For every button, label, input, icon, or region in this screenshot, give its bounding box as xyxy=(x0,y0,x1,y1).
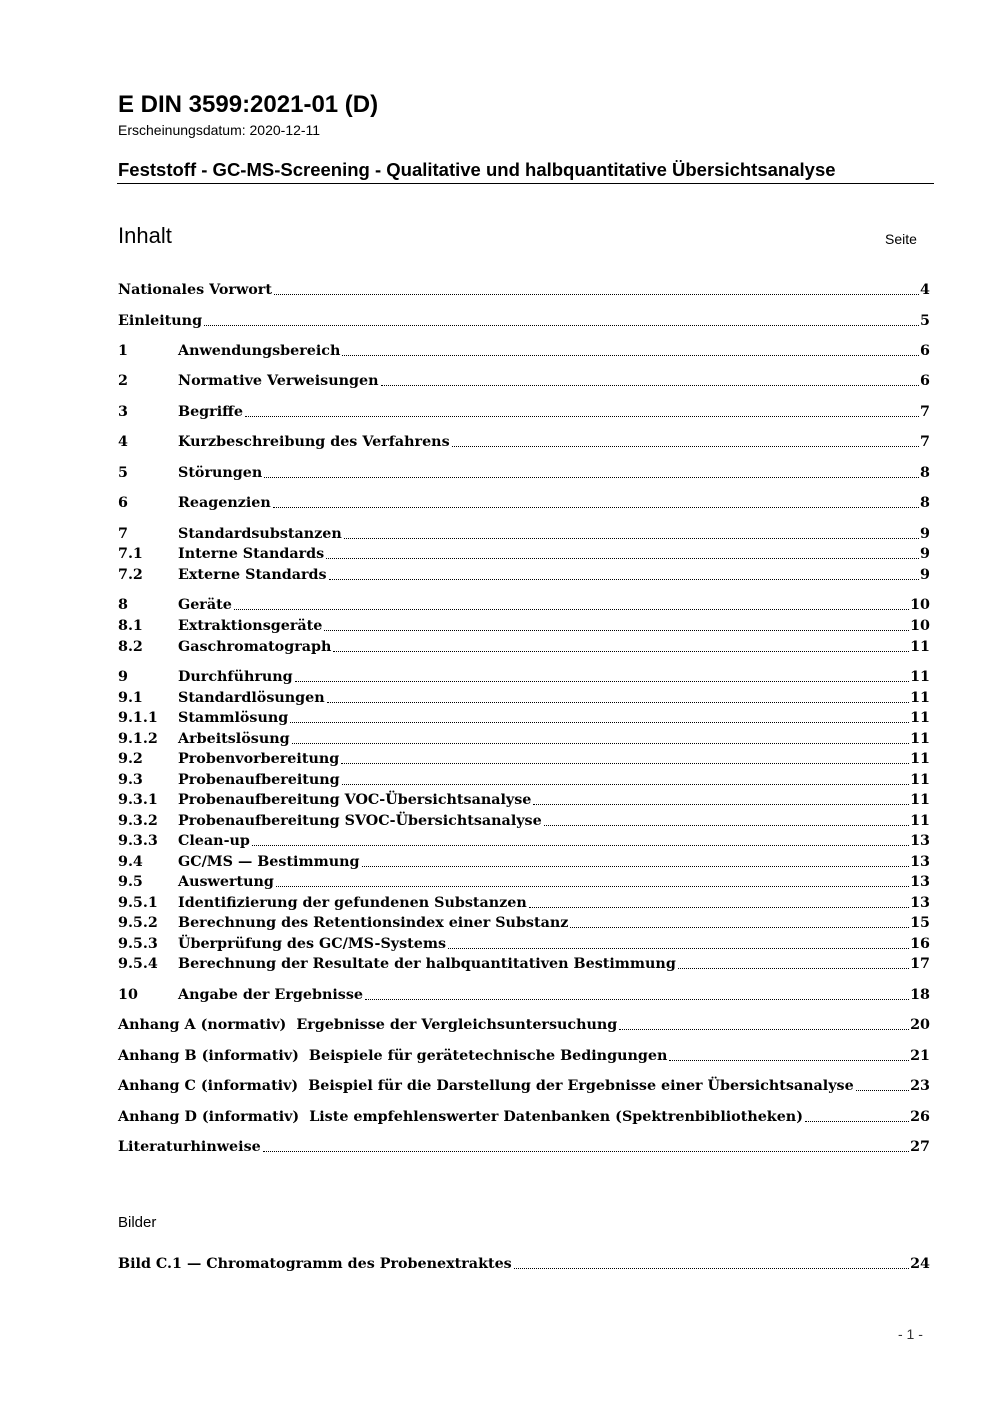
toc-entry-annex: Anhang D (informativ) xyxy=(118,1109,300,1125)
dot-leader xyxy=(514,1268,909,1269)
toc-entry-page: 11 xyxy=(910,710,930,726)
toc-entry-page: 4 xyxy=(920,282,930,298)
toc-entry[interactable] xyxy=(118,913,930,933)
dot-leader xyxy=(529,907,909,908)
dot-leader xyxy=(342,784,909,785)
toc-entry[interactable] xyxy=(118,985,930,1005)
toc-entry-page: 6 xyxy=(920,373,930,389)
toc-entry-page: 11 xyxy=(910,751,930,767)
dot-leader xyxy=(234,609,909,610)
toc-entry-page: 27 xyxy=(910,1139,930,1155)
toc-entry-number: 5 xyxy=(118,465,128,481)
dot-leader xyxy=(805,1121,909,1122)
dot-leader xyxy=(344,538,919,539)
toc-entry-page: 8 xyxy=(920,465,930,481)
toc-entry-number: 2 xyxy=(118,373,128,389)
toc-entry[interactable] xyxy=(118,1046,930,1066)
toc-entry[interactable] xyxy=(118,493,930,513)
toc-entry-title: Beispiele für gerätetechnische Bedingungen xyxy=(308,1048,668,1064)
toc-entry-number: 7.1 xyxy=(118,546,143,562)
toc-entry-page: 11 xyxy=(910,813,930,829)
toc-entry[interactable] xyxy=(118,729,930,749)
toc-entry-title: Berechnung des Retentionsindex einer Substanz xyxy=(178,915,569,931)
toc-entry-page: 11 xyxy=(910,690,930,706)
toc-entry[interactable] xyxy=(118,872,930,892)
toc-entry-title: Durchführung xyxy=(178,669,293,685)
toc-entry-page: 13 xyxy=(910,895,930,911)
dot-leader xyxy=(333,651,909,652)
toc-entry-number: 9.5.1 xyxy=(118,895,158,911)
dot-leader xyxy=(273,507,919,508)
toc-entry[interactable] xyxy=(118,790,930,810)
toc-entry-title: Geräte xyxy=(178,597,232,613)
dot-leader xyxy=(856,1090,909,1091)
dot-leader xyxy=(544,825,909,826)
toc-entry[interactable] xyxy=(118,616,930,636)
dot-leader xyxy=(342,355,919,356)
contents-heading: Inhalt xyxy=(118,223,172,248)
toc-entry-page: 6 xyxy=(920,343,930,359)
page-column-label: Seite xyxy=(885,231,917,247)
dot-leader xyxy=(324,630,909,631)
dot-leader xyxy=(448,948,909,949)
toc-entry-title: Nationales Vorwort xyxy=(118,282,272,298)
toc-entry-page: 21 xyxy=(910,1048,930,1064)
toc-entry-title: Kurzbeschreibung des Verfahrens xyxy=(178,434,450,450)
toc-entry[interactable] xyxy=(118,749,930,769)
dot-leader xyxy=(362,866,910,867)
toc-entry-title: Anwendungsbereich xyxy=(178,343,341,359)
toc-entry-page: 13 xyxy=(910,833,930,849)
toc-entry-page: 11 xyxy=(910,639,930,655)
toc-entry-number: 9.3.2 xyxy=(118,813,158,829)
toc-entry[interactable] xyxy=(118,708,930,728)
toc-entry-page: 18 xyxy=(910,987,930,1003)
toc-entry-title: Normative Verweisungen xyxy=(178,373,379,389)
dot-leader xyxy=(252,845,909,846)
toc-entry[interactable] xyxy=(118,1015,930,1035)
toc-entry[interactable] xyxy=(118,1107,930,1127)
toc-entry-page: 8 xyxy=(920,495,930,511)
toc-entry-number: 9.5 xyxy=(118,874,143,890)
toc-entry-title: Standardlösungen xyxy=(178,690,325,706)
toc-entry-number: 7 xyxy=(118,526,128,542)
dot-leader xyxy=(327,702,909,703)
dot-leader xyxy=(295,681,909,682)
toc-entry-title: Begriffe xyxy=(178,404,243,420)
dot-leader xyxy=(204,325,919,326)
dot-leader xyxy=(290,722,909,723)
toc-entry-title: Probenaufbereitung SVOC-Übersichtsanalyse xyxy=(178,813,542,829)
toc-entry-page: 13 xyxy=(910,874,930,890)
toc-entry-title: Standardsubstanzen xyxy=(178,526,342,542)
toc-entry-page: 26 xyxy=(910,1109,930,1125)
dot-leader xyxy=(326,558,919,559)
toc-entry-title: Störungen xyxy=(178,465,263,481)
toc-entry-number: 9.3.3 xyxy=(118,833,158,849)
toc-entry[interactable] xyxy=(118,852,930,872)
publication-date: Erscheinungsdatum: 2020-12-11 xyxy=(118,122,321,138)
toc-entry-page: 7 xyxy=(920,434,930,450)
toc-entry-page: 11 xyxy=(910,792,930,808)
dot-leader xyxy=(381,385,920,386)
dot-leader xyxy=(292,743,909,744)
toc-entry-page: 9 xyxy=(920,546,930,562)
toc-entry-title: GC/MS — Bestimmung xyxy=(178,854,360,870)
dot-leader xyxy=(329,579,920,580)
toc-entry[interactable] xyxy=(118,595,930,615)
toc-entry[interactable] xyxy=(118,637,930,657)
toc-entry-number: 9.1 xyxy=(118,690,143,706)
toc-entry-number: 10 xyxy=(118,987,138,1003)
toc-entry[interactable] xyxy=(118,524,930,544)
toc-entry-page: 13 xyxy=(910,854,930,870)
toc-entry[interactable] xyxy=(118,811,930,831)
toc-entry-title: Gaschromatograph xyxy=(178,639,332,655)
dot-leader xyxy=(678,968,909,969)
toc-entry-title: Ergebnisse der Vergleichsuntersuchung xyxy=(296,1017,618,1033)
toc-entry-page: 10 xyxy=(910,618,930,634)
toc-entry-page: 11 xyxy=(910,772,930,788)
toc-entry-title: Clean-up xyxy=(178,833,250,849)
toc-entry-number: 9.1.2 xyxy=(118,731,158,747)
toc-entry[interactable] xyxy=(118,280,930,300)
toc-entry[interactable] xyxy=(118,341,930,361)
dot-leader xyxy=(245,416,919,417)
toc-entry-title: Arbeitslösung xyxy=(178,731,290,747)
document-title: Feststoff - GC-MS-Screening - Qualitative und halbquantitative Übersichtsanalyse xyxy=(118,159,836,180)
toc-entry[interactable] xyxy=(118,311,930,331)
toc-entry-title: Auswertung xyxy=(178,874,274,890)
page-number: - 1 - xyxy=(898,1326,923,1342)
toc-entry-number: 8 xyxy=(118,597,128,613)
toc-entry-number: 9.5.4 xyxy=(118,956,158,972)
title-underline xyxy=(117,183,934,184)
toc-entry-page: 16 xyxy=(910,936,930,952)
toc-entry-annex: Anhang A (normativ) xyxy=(118,1017,287,1033)
toc-entry-page: 20 xyxy=(910,1017,930,1033)
toc-entry[interactable] xyxy=(118,371,930,391)
toc-entry-title: Reagenzien xyxy=(178,495,271,511)
toc-entry-number: 4 xyxy=(118,434,128,450)
figures-heading: Bilder xyxy=(118,1214,157,1231)
figure-entry-page: 24 xyxy=(910,1256,930,1272)
document-id: E DIN 3599:2021-01 (D) xyxy=(118,91,379,118)
toc-entry-number: 9 xyxy=(118,669,128,685)
toc-entry-title: Stammlösung xyxy=(178,710,289,726)
dot-leader xyxy=(263,1151,909,1152)
dot-leader xyxy=(264,477,919,478)
dot-leader xyxy=(365,999,909,1000)
dot-leader xyxy=(533,804,909,805)
toc-entry[interactable] xyxy=(118,893,930,913)
toc-entry-annex: Anhang C (informativ) xyxy=(118,1078,299,1094)
toc-entry-title: Probenaufbereitung xyxy=(178,772,340,788)
toc-entry-page: 15 xyxy=(910,915,930,931)
dot-leader xyxy=(619,1029,909,1030)
toc-entry-number: 7.2 xyxy=(118,567,143,583)
toc-entry-title: Probenaufbereitung VOC-Übersichtsanalyse xyxy=(178,792,532,808)
toc-entry[interactable] xyxy=(118,688,930,708)
toc-entry-page: 23 xyxy=(910,1078,930,1094)
toc-entry[interactable] xyxy=(118,1137,930,1157)
toc-entry-title: Einleitung xyxy=(118,313,203,329)
toc-entry-page: 11 xyxy=(910,669,930,685)
toc-entry-number: 6 xyxy=(118,495,128,511)
dot-leader xyxy=(669,1060,909,1061)
dot-leader xyxy=(570,927,909,928)
dot-leader xyxy=(452,446,919,447)
toc-entry-number: 9.1.1 xyxy=(118,710,158,726)
toc-entry-page: 9 xyxy=(920,567,930,583)
toc-entry-title: Externe Standards xyxy=(178,567,327,583)
toc-entry-page: 7 xyxy=(920,404,930,420)
toc-entry[interactable] xyxy=(118,1076,930,1096)
toc-entry-annex: Anhang B (informativ) xyxy=(118,1048,299,1064)
toc-entry-number: 9.5.3 xyxy=(118,936,158,952)
toc-entry[interactable] xyxy=(118,432,930,452)
toc-entry-page: 11 xyxy=(910,731,930,747)
toc-entry-title: Probenvorbereitung xyxy=(178,751,340,767)
toc-entry-title: Interne Standards xyxy=(178,546,325,562)
dot-leader xyxy=(341,763,909,764)
toc-entry-number: 9.5.2 xyxy=(118,915,158,931)
toc-entry-page: 5 xyxy=(920,313,930,329)
toc-entry-title: Berechnung der Resultate der halbquantitativen Bestimmung xyxy=(178,956,676,972)
toc-entry-title: Überprüfung des GC/MS-Systems xyxy=(178,936,447,952)
toc-entry[interactable] xyxy=(118,831,930,851)
toc-entry-number: 9.3.1 xyxy=(118,792,158,808)
toc-entry[interactable] xyxy=(118,954,930,974)
toc-entry-page: 17 xyxy=(910,956,930,972)
toc-entry-number: 8.1 xyxy=(118,618,143,634)
toc-entry-page: 9 xyxy=(920,526,930,542)
toc-entry-number: 9.4 xyxy=(118,854,143,870)
toc-entry[interactable] xyxy=(118,770,930,790)
toc-entry[interactable] xyxy=(118,565,930,585)
toc-entry[interactable] xyxy=(118,544,930,564)
toc-entry[interactable] xyxy=(118,934,930,954)
toc-entry-page: 10 xyxy=(910,597,930,613)
toc-entry-title: Extraktionsgeräte xyxy=(178,618,323,634)
figure-entry-title: Bild C.1 — Chromatogramm des Probenextraktes xyxy=(118,1256,512,1272)
toc-entry-number: 3 xyxy=(118,404,128,420)
toc-entry-number: 9.3 xyxy=(118,772,143,788)
toc-entry-number: 9.2 xyxy=(118,751,143,767)
toc-entry-number: 8.2 xyxy=(118,639,143,655)
dot-leader xyxy=(276,886,909,887)
toc-entry-title: Identifizierung der gefundenen Substanzen xyxy=(178,895,527,911)
toc-entry-title: Beispiel für die Darstellung der Ergebnisse einer Übersichtsanalyse xyxy=(308,1078,854,1094)
toc-entry-number: 1 xyxy=(118,343,128,359)
toc-entry-title: Liste empfehlenswerter Datenbanken (Spektrenbibliotheken) xyxy=(309,1109,803,1125)
figure-entry[interactable] xyxy=(118,1254,930,1274)
toc-entry[interactable] xyxy=(118,402,930,422)
toc-entry[interactable] xyxy=(118,463,930,483)
toc-entry-title: Angabe der Ergebnisse xyxy=(178,987,363,1003)
toc-entry-title: Literaturhinweise xyxy=(118,1139,261,1155)
toc-entry[interactable] xyxy=(118,667,930,687)
dot-leader xyxy=(274,294,919,295)
